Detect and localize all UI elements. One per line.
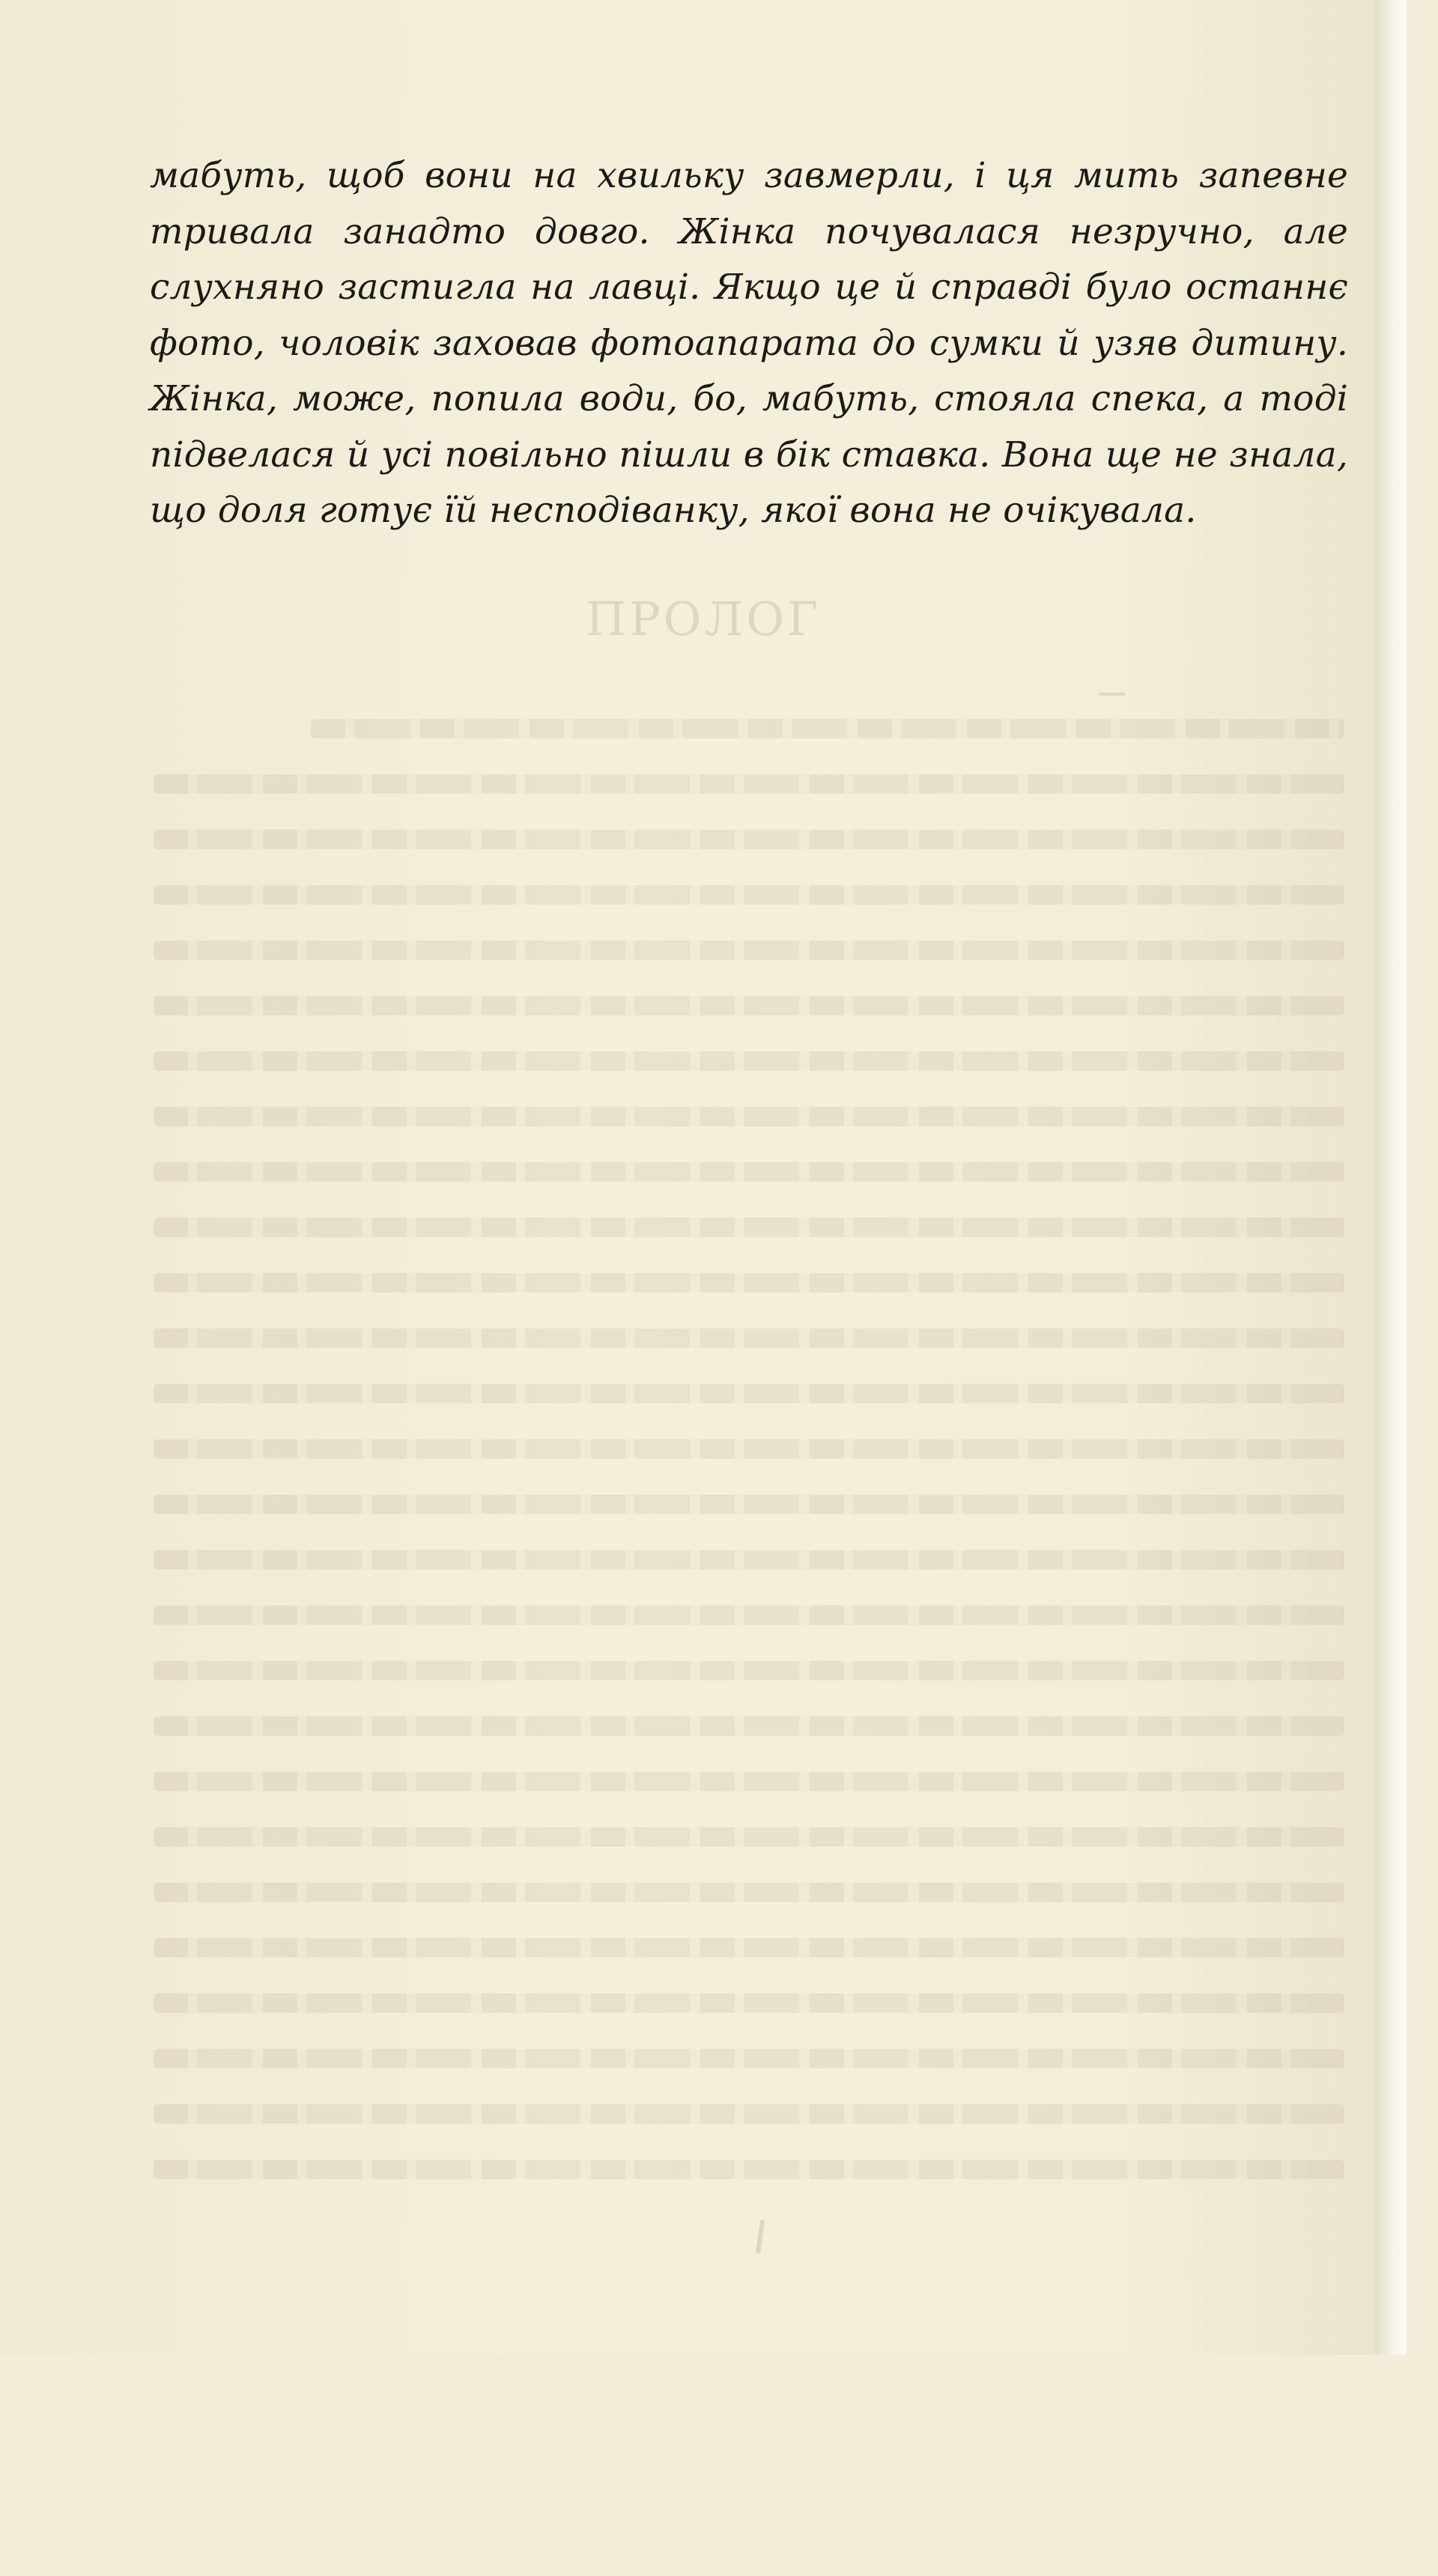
body-paragraph: мабуть, щоб вони на хвильку завмерли, і ця мить запевне тривала занадто довго. Жінка почувалася незручно, але слухняно застигла на лавці. Якщо це й справді було останнє фото, чоловік заховав фотоапарата до сумки й узяв дитину. Жінка, може, попила води, бо, мабуть, стояла спека, а тоді підвелася й усі повільно пішли в бік ставка. Вона ще не знала, що доля готує їй несподіванку, якої вона не очікувала. [150,155,1348,531]
show-through-mark [1099,693,1125,696]
show-through-text [154,719,1344,2576]
show-through-heading: ПРОЛОГ [585,592,822,646]
page-edge [1375,0,1407,2355]
